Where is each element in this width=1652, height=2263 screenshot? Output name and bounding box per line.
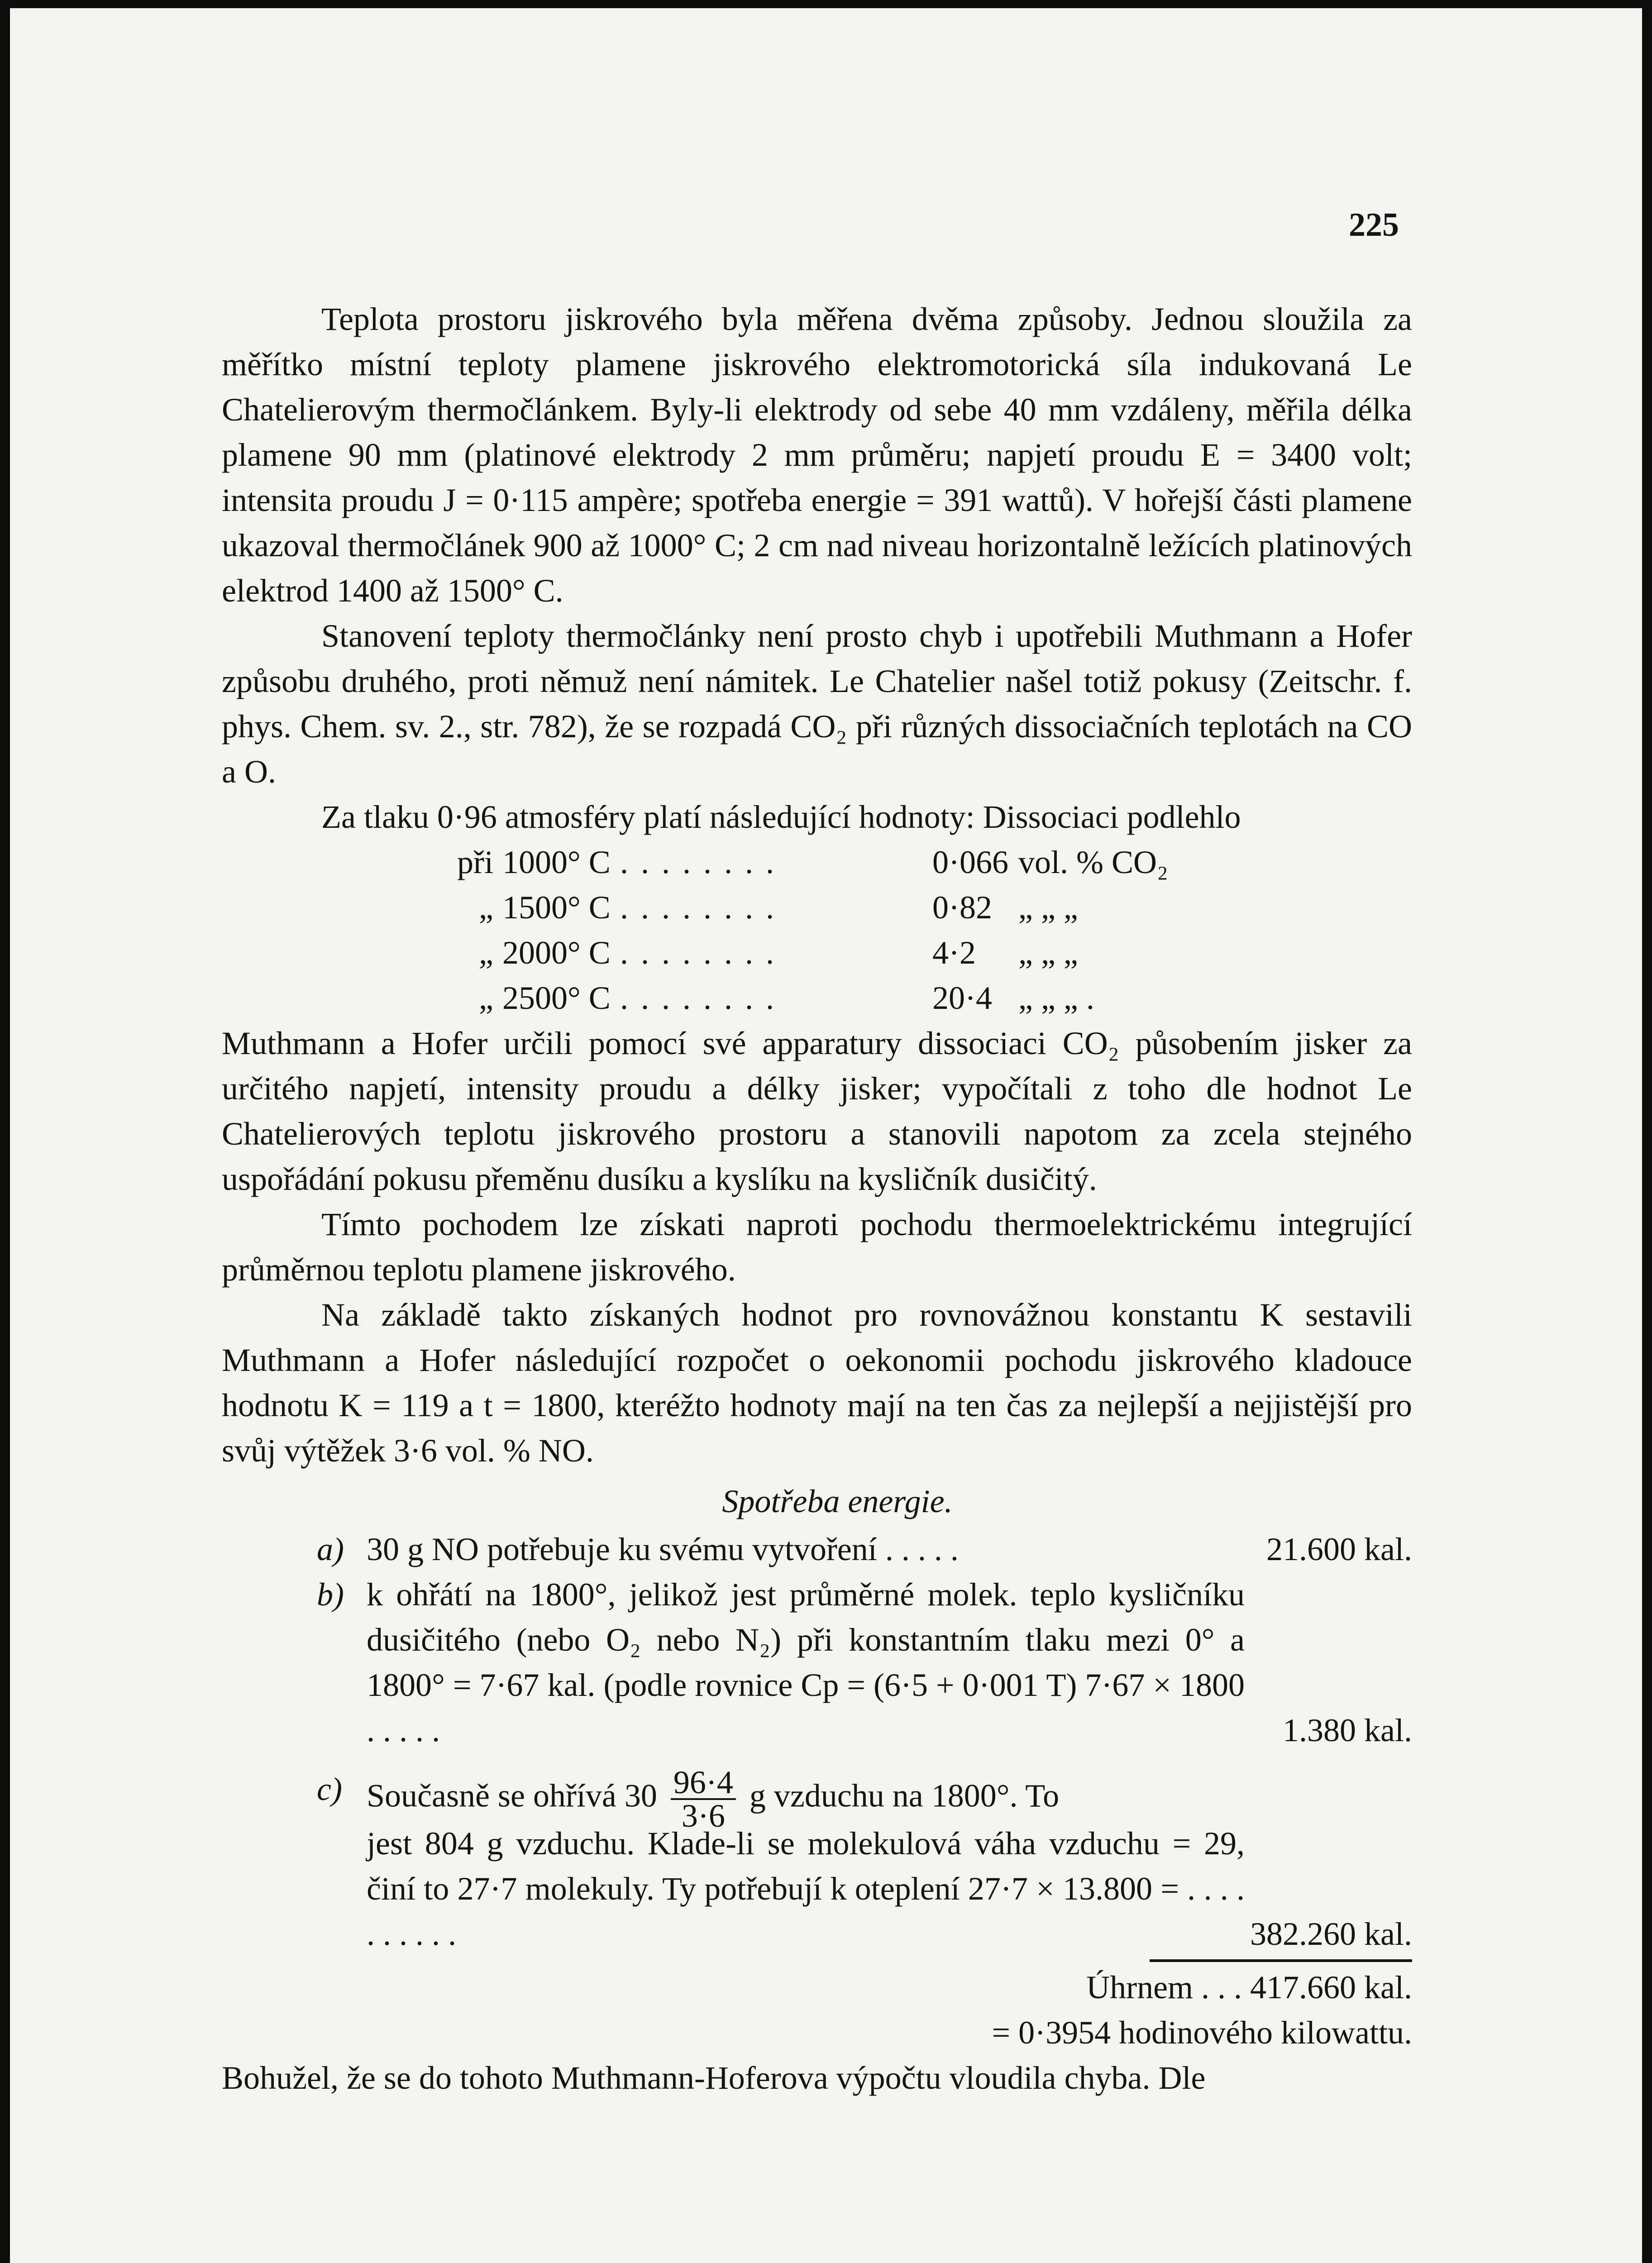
page-body [222, 296, 1412, 2101]
row-leader-dots: ........ [620, 980, 787, 1016]
formula-prefix: Současně se ohřívá 30 [367, 1777, 657, 1814]
paragraph-stanoveni: Stanovení teploty thermočlánky není prosto chyb i upotřebili Muthmann a Hofer způsobu druhého, proti němuž není námitek. Le Chatelier našel totiž pokusy (Zeitschr. f. phys. Chem. sv. 2., str. 782), že se rozpadá CO₂ při různých dissociačních teplotách na CO a O. [222, 618, 1412, 790]
energy-budget [222, 1527, 1412, 2055]
item-amount: 382.260 kal. [1250, 1916, 1412, 1952]
row-leader-dots: ........ [620, 889, 787, 926]
item-label: b) [317, 1576, 344, 1613]
paragraph-teplota: Teplota prostoru jiskrového byla měřena dvěma způsoby. Jednou sloužila za měřítko místní teploty plamene jiskrového elektromotorická síla indukovaná Le Chatelierovým thermočlánkem. Byly-li elektrody od sebe 40 mm vzdáleny, měřila délka plamene 90 mm (platinové elektrody 2 mm průměru; napjetí proudu E = 3400 volt; intensita proudu J = 0·115 ampère; spotřeba energie = 391 wattů). V hořejší části plamene ukazoval thermočlánek 900 až 1000° C; 2 cm nad niveau horizontalně ležících platinových elektrod 1400 až 1500° C. [222, 301, 1412, 609]
paragraph-muthmann: Muthmann a Hofer určili pomocí své apparatury dissociaci CO₂ působením jisker za určitého napjetí, intensity proudu a délky jisker; vypočítali z toho dle hodnot Le Chatelierových teplotu jiskrového prostoru a stanovili napotom za zcela stejného uspořádání pokusu přeměnu dusíku a kyslíku na kysličník dusičitý. [222, 1025, 1412, 1197]
row-lead: „ [479, 935, 493, 971]
row-unit: „ „ „ [1018, 889, 1078, 926]
table-row [222, 975, 1412, 1021]
total-line [222, 1965, 1412, 2010]
item-text: 30 g NO potřebuje ku svému vytvoření . . . . . [367, 1531, 959, 1567]
fraction [671, 1766, 736, 1832]
row-value: 0·82 [932, 889, 992, 926]
sum-rule-wrapper [222, 1957, 1412, 1965]
table-row [222, 930, 1412, 975]
formula-suffix: g vzduchu na 1800°. To [749, 1777, 1060, 1814]
row-value: 0·066 [932, 844, 1008, 880]
row-temperature: 2500° C [502, 980, 611, 1016]
page-number: 225 [1349, 206, 1399, 243]
paragraph-na-zaklade: Na základě takto získaných hodnot pro rovnovážnou konstantu K sestavili Muthmann a Hofer následující rozpočet o oekonomii pochodu jiskrového kladouce hodnotu K = 119 a t = 1800, kteréžto hodnoty mají na ten čas za nejlepší a nejjistější pro svůj výtěžek 3·6 vol. % NO. [222, 1297, 1412, 1469]
row-lead: „ [479, 980, 493, 1016]
closing-line: Bohužel, že se do tohoto Muthmann-Hoferova výpočtu vloudila chyba. Dle [222, 2060, 1206, 2096]
row-unit: „ „ „ [1018, 935, 1078, 971]
item-label: a) [317, 1531, 344, 1567]
dissociation-table [222, 840, 1412, 1021]
scan-edge-top [0, 0, 1652, 8]
fraction-numerator: 96·4 [671, 1766, 736, 1800]
row-leader-dots: ........ [620, 935, 787, 971]
fraction-denominator: 3·6 [681, 1798, 725, 1834]
sum-rule [1150, 1959, 1412, 1962]
scan-edge-right [1642, 0, 1652, 2263]
table-row [222, 840, 1412, 885]
item-amount: 1.380 kal. [1283, 1712, 1412, 1748]
row-value: 20·4 [932, 980, 992, 1016]
row-unit: „ „ „ . [1018, 980, 1094, 1016]
item-c-first-line [222, 1753, 1412, 1834]
kilowatt-equivalent: = 0·3954 hodinového kilowattu. [992, 2015, 1412, 2051]
total: Úhrnem . . . 417.660 kal. [1086, 1969, 1412, 2005]
table-row [222, 885, 1412, 930]
row-unit: vol. % CO₂ [1018, 844, 1169, 880]
item-text: jest 804 g vzduchu. Klade-li se molekulová váha vzduchu = 29, činí to 27·7 molekuly. Ty potřebují k oteplení 27·7 × 13.800 = . . . . . . . . . . [367, 1825, 1245, 1952]
section-title: Spotřeba energie. [722, 1483, 953, 1519]
item-text: k ohřátí na 1800°, jelikož jest průměrné molek. teplo kysličníku dusičitého (nebo O₂ nebo N₂) při konstantním tlaku mezi 0° a 1800° = 7·67 kal. (podle rovnice Cp = (6·5 + 0·001 T) 7·67 × 1800 . . . . . [367, 1576, 1245, 1748]
row-temperature: 2000° C [502, 935, 611, 971]
item-label: c) [317, 1771, 342, 1807]
row-leader-dots: ........ [620, 844, 787, 880]
row-value: 4·2 [932, 935, 976, 971]
budget-item-b [222, 1572, 1412, 1753]
paragraph-tlak: Za tlaku 0·96 atmosféry platí následující hodnoty: Dissociaci podlehlo [321, 799, 1241, 835]
row-lead: „ [479, 889, 493, 926]
row-lead: při [457, 844, 493, 880]
row-temperature: 1500° C [502, 889, 611, 926]
budget-item-c [222, 1753, 1412, 1957]
item-amount: 21.600 kal. [1266, 1531, 1412, 1567]
scan-edge-left [0, 0, 10, 2263]
row-temperature: 1000° C [502, 844, 611, 880]
paragraph-timto: Tímto pochodem lze získati naproti pochodu thermoelektrickému integrující průměrnou teplotu plamene jiskrového. [222, 1206, 1412, 1288]
equivalent-line [222, 2010, 1412, 2055]
budget-item-a [222, 1527, 1412, 1572]
item-c-formula [367, 1766, 1245, 1832]
